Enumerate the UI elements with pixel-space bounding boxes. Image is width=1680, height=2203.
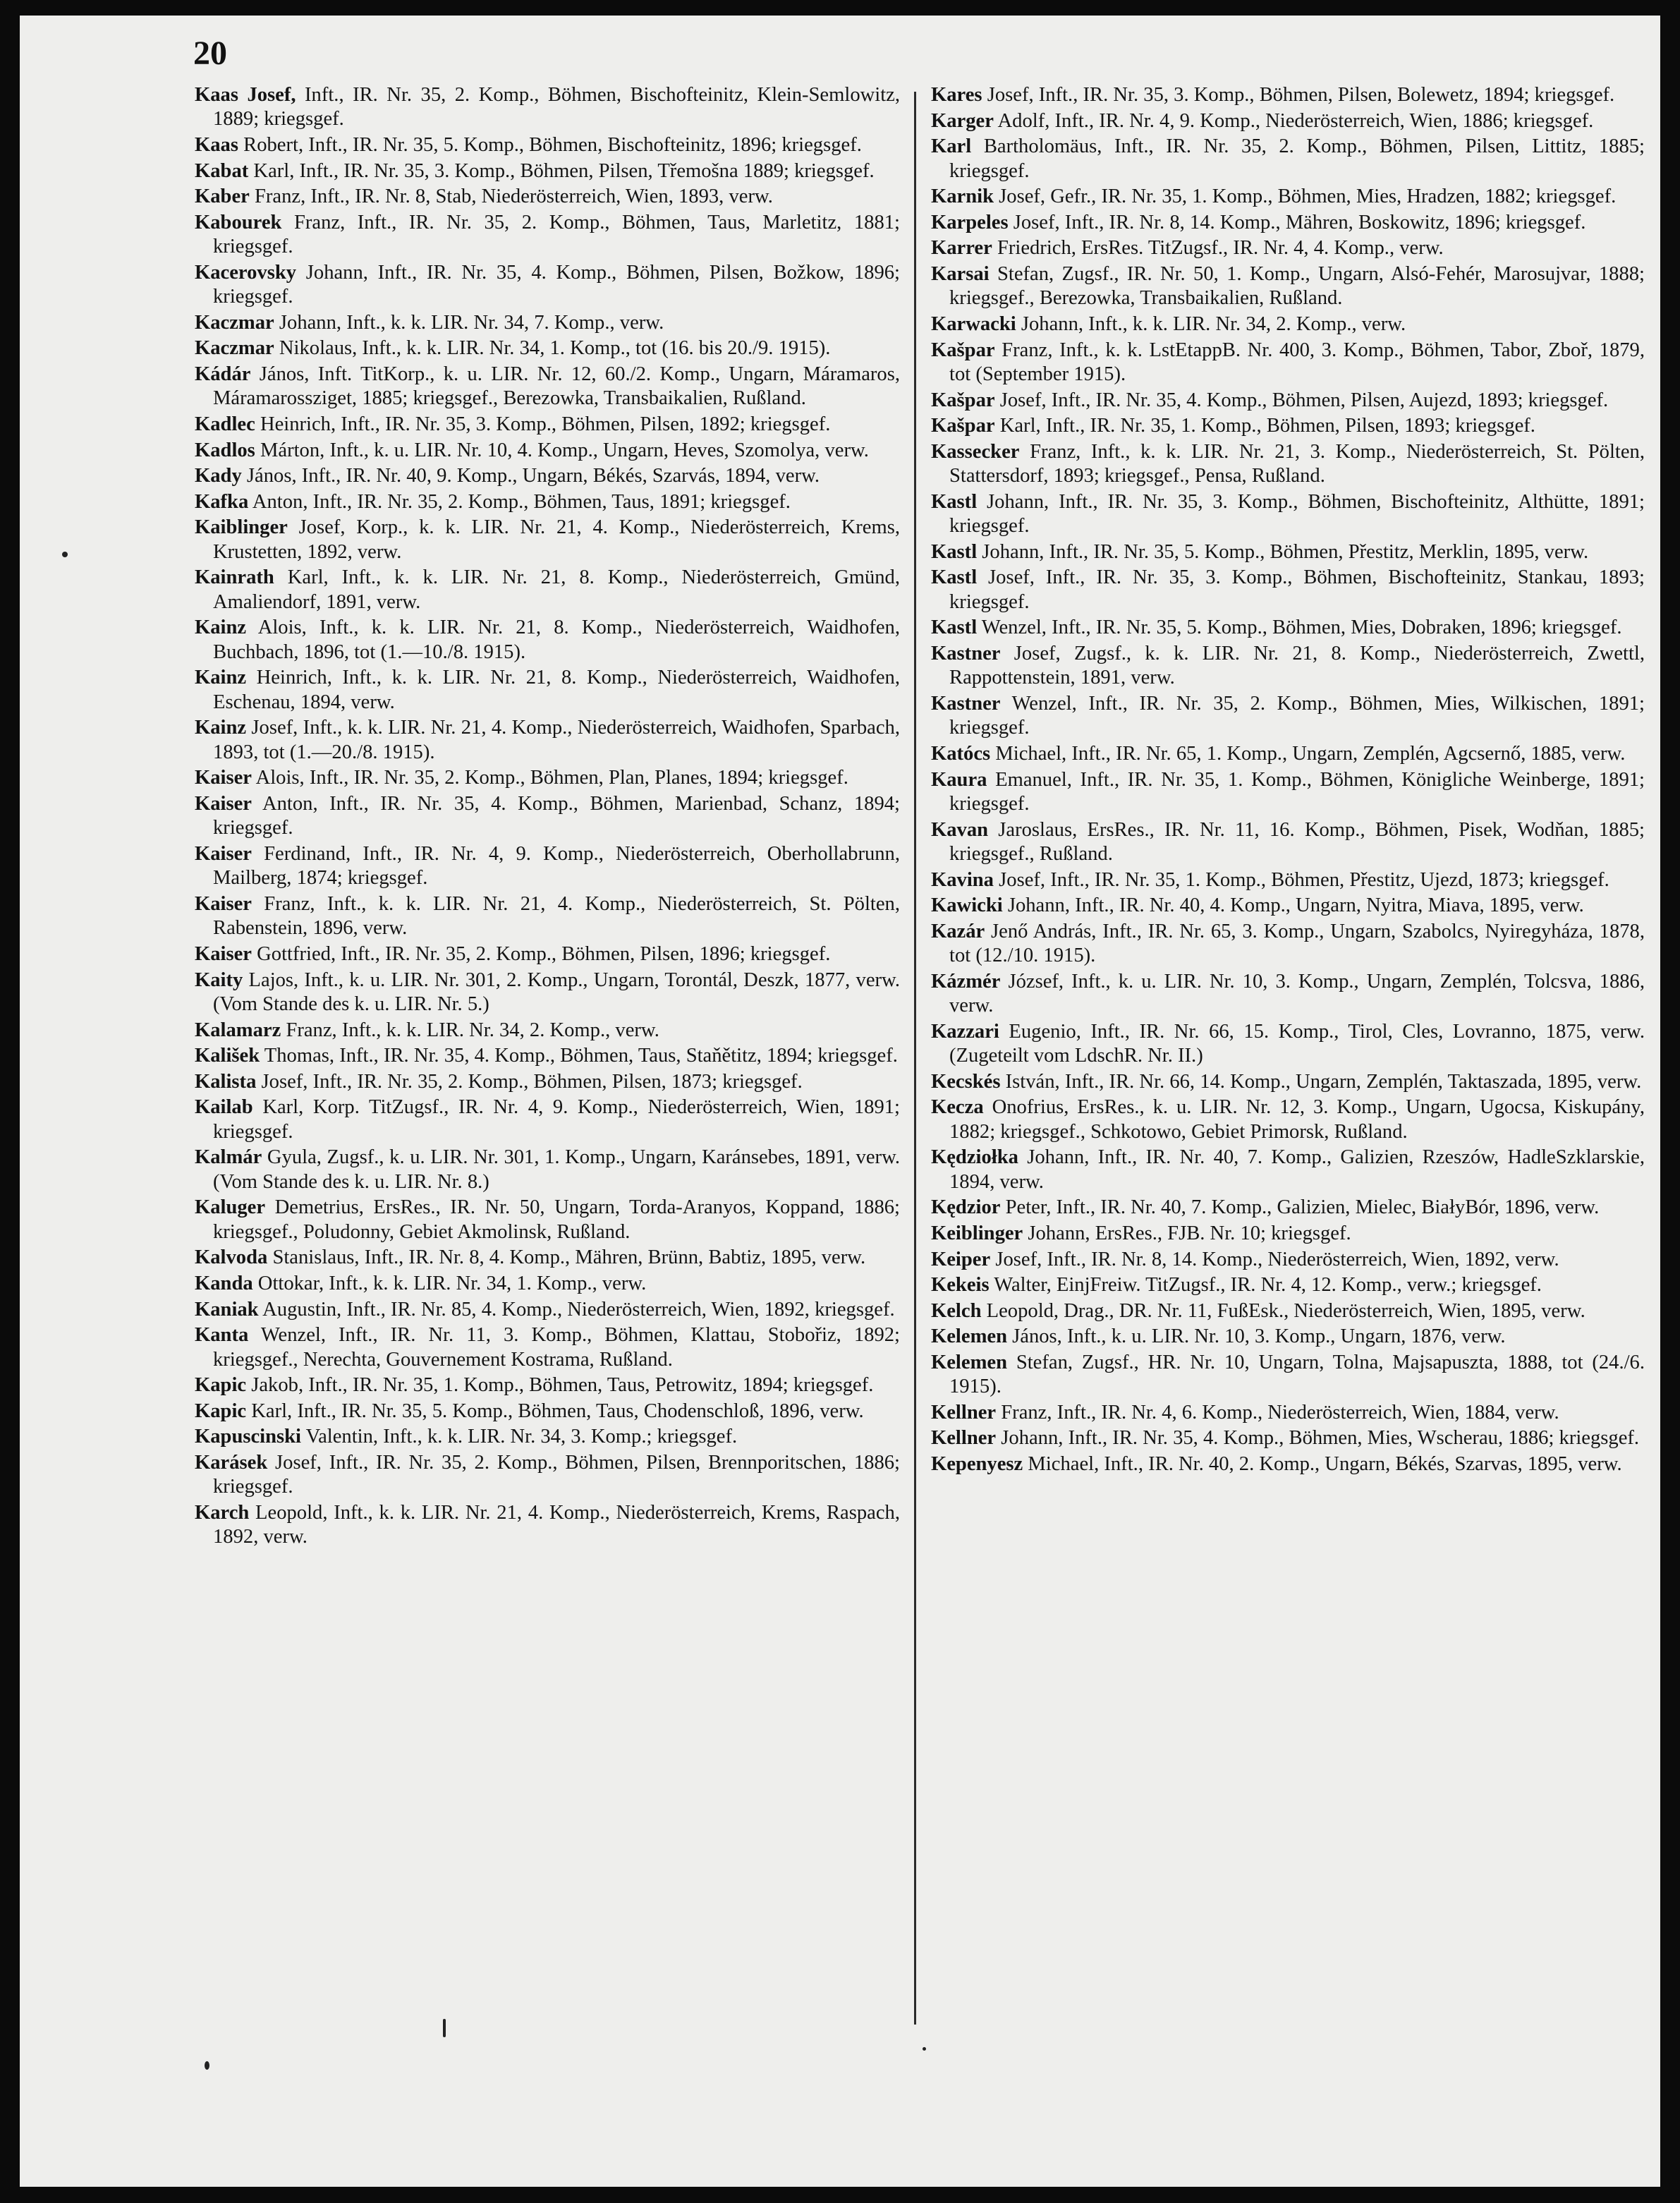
register-entry <box>931 135 1645 183</box>
entry-details: Demetrius, ErsRes., IR. Nr. 50, Ungarn, Torda-Aranyos, Koppand, 1886; kriegsgef., Poludonny, Gebiet Akmolinsk, Rußland. <box>213 1196 900 1243</box>
register-entry <box>195 1196 900 1244</box>
entry-details: Franz, Inft., IR. Nr. 8, Stab, Niederösterreich, Wien, 1893, verw. <box>254 186 773 208</box>
right-column <box>931 83 1645 1479</box>
register-entry <box>931 83 1645 107</box>
entry-details: Jenő András, Inft., IR. Nr. 65, 3. Komp., Ungarn, Szabolcs, Nyiregyháza, 1878, tot (12./10. 1915). <box>949 920 1645 967</box>
register-entry <box>195 566 900 614</box>
entry-details: Wenzel, Inft., IR. Nr. 11, 3. Komp., Böhmen, Klattau, Stobořiz, 1892; kriegsgef., Nerechta, Gouvernement Kostrama, Rußland. <box>213 1324 900 1371</box>
entry-surname: Kady <box>195 465 242 487</box>
entry-surname: Kaas Josef, <box>195 84 296 106</box>
entry-details: Jaroslaus, ErsRes., IR. Nr. 11, 16. Komp., Böhmen, Pisek, Wodňan, 1885; kriegsgef., Rußland. <box>949 818 1645 865</box>
entry-details: Leopold, Inft., k. k. LIR. Nr. 21, 4. Komp., Niederösterreich, Krems, Raspach, 1892, verw. <box>213 1501 900 1548</box>
register-entry <box>931 414 1645 438</box>
register-entry <box>931 1248 1645 1272</box>
entry-surname: Kazár <box>931 920 985 942</box>
entry-details: Josef, Inft., IR. Nr. 8, 14. Komp., Niederösterreich, Wien, 1892, verw. <box>995 1248 1559 1270</box>
entry-surname: Kavina <box>931 868 994 891</box>
register-entry <box>931 211 1645 235</box>
entry-details: Franz, Inft., k. k. LIR. Nr. 21, 3. Komp., Niederösterreich, St. Pölten, Stattersdorf, 1893; kriegsgef., Pensa, Rußland. <box>949 440 1645 487</box>
register-entry <box>931 1020 1645 1069</box>
entry-surname: Kawicki <box>931 894 1003 917</box>
entry-surname: Karásek <box>195 1451 268 1474</box>
document-page <box>20 16 1660 2187</box>
entry-surname: Kędziołka <box>931 1146 1018 1169</box>
entry-details: Josef, Zugsf., k. k. LIR. Nr. 21, 8. Komp., Niederösterreich, Zwettl, Rappottenstein, 1891, verw. <box>949 642 1645 689</box>
scan-speck <box>62 552 68 557</box>
entry-surname: Kailab <box>195 1096 253 1119</box>
entry-surname: Kavan <box>931 818 989 841</box>
register-entry <box>931 1222 1645 1246</box>
entry-details: Emanuel, Inft., IR. Nr. 35, 1. Komp., Böhmen, Königliche Weinberge, 1891; kriegsgef. <box>949 768 1645 815</box>
entry-details: Valentin, Inft., k. k. LIR. Nr. 34, 3. Komp.; kriegsgef. <box>305 1426 738 1448</box>
register-entry <box>931 692 1645 741</box>
entry-surname: Kabat <box>195 159 249 182</box>
entry-details: Robert, Inft., IR. Nr. 35, 5. Komp., Böhmen, Bischofteinitz, 1896; kriegsgef. <box>243 134 862 156</box>
entry-details: Wenzel, Inft., IR. Nr. 35, 2. Komp., Böhmen, Mies, Wilkischen, 1891; kriegsgef. <box>949 692 1645 739</box>
register-entry <box>931 1351 1645 1400</box>
register-entry <box>195 792 900 841</box>
entry-details: Josef, Korp., k. k. LIR. Nr. 21, 4. Komp., Niederösterreich, Krems, Krustetten, 1892, verw. <box>213 516 900 563</box>
entry-details: Inft., IR. Nr. 35, 2. Komp., Böhmen, Bischofteinitz, Klein-Semlowitz, 1889; kriegsgef. <box>213 84 900 131</box>
entry-surname: Kaczmar <box>195 311 274 334</box>
register-entry <box>931 1299 1645 1323</box>
entry-details: Stefan, Zugsf., HR. Nr. 10, Ungarn, Tolna, Majsapuszta, 1888, tot (24./6. 1915). <box>949 1351 1645 1398</box>
register-entry <box>195 261 900 310</box>
entry-surname: Kafka <box>195 490 249 513</box>
entry-surname: Kalvoda <box>195 1246 268 1269</box>
entry-surname: Karch <box>195 1501 250 1524</box>
entry-surname: Kaber <box>195 186 250 208</box>
entry-details: Karl, Korp. TitZugsf., IR. Nr. 4, 9. Komp., Niederösterreich, Wien, 1891; kriegsgef. <box>213 1096 900 1143</box>
register-entry <box>195 464 900 488</box>
entry-details: Karl, Inft., IR. Nr. 35, 5. Komp., Böhmen, Taus, Chodenschloß, 1896, verw. <box>251 1400 864 1422</box>
register-entry <box>195 490 900 514</box>
entry-details: Johann, Inft., IR. Nr. 35, 5. Komp., Böhmen, Přestitz, Merklin, 1895, verw. <box>982 540 1589 563</box>
register-entry <box>195 1425 900 1449</box>
entry-details: Anton, Inft., IR. Nr. 35, 2. Komp., Böhmen, Taus, 1891; kriegsgef. <box>252 490 791 513</box>
entry-surname: Kanta <box>195 1324 249 1347</box>
entry-details: Josef, Inft., IR. Nr. 8, 14. Komp., Mähren, Boskowitz, 1896; kriegsgef. <box>1013 211 1586 233</box>
entry-details: Franz, Inft., k. k. LIR. Nr. 34, 2. Komp., verw. <box>286 1019 659 1041</box>
entry-surname: Kaura <box>931 768 987 791</box>
entry-surname: Kastl <box>931 566 978 589</box>
entry-surname: Kaluger <box>195 1196 266 1219</box>
register-entry <box>931 920 1645 969</box>
entry-surname: Karnik <box>931 186 994 208</box>
entry-details: Lajos, Inft., k. u. LIR. Nr. 301, 2. Komp., Ungarn, Torontál, Deszk, 1877, verw. (Vom Stande des k. u. LIR. Nr. 5.) <box>213 969 900 1015</box>
entry-details: Karl, Inft., IR. Nr. 35, 1. Komp., Böhmen, Pilsen, 1893; kriegsgef. <box>999 415 1535 437</box>
register-entry <box>195 413 900 437</box>
entry-surname: Kadlos <box>195 439 255 461</box>
entry-details: Heinrich, Inft., k. k. LIR. Nr. 21, 8. Komp., Niederösterreich, Waidhofen, Eschenau, 1894, verw. <box>213 667 900 713</box>
entry-surname: Karsai <box>931 262 990 285</box>
entry-details: Franz, Inft., IR. Nr. 4, 6. Komp., Niederösterreich, Wien, 1884, verw. <box>1001 1401 1559 1424</box>
entry-details: Stanislaus, Inft., IR. Nr. 8, 4. Komp., Mähren, Brünn, Babtiz, 1895, verw. <box>272 1246 866 1269</box>
entry-surname: Keiblinger <box>931 1222 1023 1244</box>
entry-surname: Kainz <box>195 717 247 739</box>
entry-details: Johann, Inft., IR. Nr. 40, 4. Komp., Ungarn, Nyitra, Miava, 1895, verw. <box>1007 894 1584 917</box>
register-entry <box>931 236 1645 260</box>
entry-details: Augustin, Inft., IR. Nr. 85, 4. Komp., Niederösterreich, Wien, 1892, kriegsgef. <box>262 1298 895 1321</box>
register-entry <box>931 185 1645 209</box>
register-entry <box>195 1373 900 1397</box>
entry-details: Leopold, Drag., DR. Nr. 11, FußEsk., Niederösterreich, Wien, 1895, verw. <box>986 1299 1585 1322</box>
entry-details: Thomas, Inft., IR. Nr. 35, 4. Komp., Böhmen, Taus, Staňětitz, 1894; kriegsgef. <box>264 1045 898 1067</box>
register-entry <box>931 1273 1645 1297</box>
entry-surname: Kares <box>931 84 982 106</box>
entry-details: Franz, Inft., k. k. LstEtappB. Nr. 400, 3. Komp., Böhmen, Tabor, Zboř, 1879, tot (September 1915). <box>949 339 1645 385</box>
entry-surname: Kecza <box>931 1096 984 1119</box>
register-entry <box>195 211 900 260</box>
entry-surname: Kapic <box>195 1400 247 1422</box>
entry-details: Gottfried, Inft., IR. Nr. 35, 2. Komp., Böhmen, Pilsen, 1896; kriegsgef. <box>257 942 831 965</box>
entry-details: Ferdinand, Inft., IR. Nr. 4, 9. Komp., Niederösterreich, Oberhollabrunn, Mailberg, 1874; kriegsgef. <box>213 842 901 890</box>
entry-surname: Kalamarz <box>195 1019 281 1041</box>
entry-surname: Kelemen <box>931 1351 1007 1373</box>
entry-surname: Kapuscinski <box>195 1426 301 1448</box>
entry-surname: Kalmár <box>195 1146 262 1169</box>
register-entry <box>195 133 900 157</box>
entry-details: István, Inft., IR. Nr. 66, 14. Komp., Ungarn, Zemplén, Taktaszada, 1895, verw. <box>1005 1070 1642 1093</box>
register-entry <box>931 540 1645 564</box>
entry-details: Johann, Inft., k. k. LIR. Nr. 34, 2. Komp., verw. <box>1021 312 1406 335</box>
register-entry <box>195 83 900 132</box>
register-entry <box>195 1501 900 1550</box>
register-entry <box>195 336 900 360</box>
entry-surname: Karpeles <box>931 211 1009 233</box>
entry-surname: Kaas <box>195 134 238 156</box>
entry-details: Bartholomäus, Inft., IR. Nr. 35, 2. Komp., Böhmen, Pilsen, Littitz, 1885; kriegsgef. <box>949 135 1645 182</box>
page-number: 20 <box>193 35 227 72</box>
entry-details: Michael, Inft., IR. Nr. 40, 2. Komp., Ungarn, Békés, Szarvas, 1895, verw. <box>1028 1453 1622 1476</box>
entry-details: Michael, Inft., IR. Nr. 65, 1. Komp., Ungarn, Zemplén, Agcsernő, 1885, verw. <box>995 742 1626 765</box>
column-divider <box>914 92 916 2025</box>
entry-details: Josef, Inft., IR. Nr. 35, 4. Komp., Böhmen, Pilsen, Aujezd, 1893; kriegsgef. <box>999 389 1609 411</box>
entry-surname: Kašpar <box>931 389 995 411</box>
entry-details: Josef, Inft., k. k. LIR. Nr. 21, 4. Komp., Niederösterreich, Waidhofen, Sparbach, 1893, tot (1.—20./8. 1915). <box>213 717 900 763</box>
register-entry <box>931 339 1645 387</box>
entry-surname: Kellner <box>931 1401 997 1424</box>
entry-details: Josef, Gefr., IR. Nr. 35, 1. Komp., Böhmen, Mies, Hradzen, 1882; kriegsgef. <box>999 186 1617 208</box>
register-entry <box>195 363 900 411</box>
register-entry <box>931 262 1645 311</box>
entry-details: Heinrich, Inft., IR. Nr. 35, 3. Komp., Böhmen, Pilsen, 1892; kriegsgef. <box>260 413 831 435</box>
register-entry <box>195 666 900 715</box>
entry-surname: Kališek <box>195 1045 260 1067</box>
entry-details: Johann, Inft., IR. Nr. 35, 4. Komp., Böhmen, Mies, Wscherau, 1886; kriegsgef. <box>1001 1427 1640 1450</box>
entry-details: Karl, Inft., IR. Nr. 35, 3. Komp., Böhmen, Pilsen, Třemošna 1889; kriegsgef. <box>253 159 875 182</box>
entry-surname: Keiper <box>931 1248 991 1270</box>
entry-surname: Kaiser <box>195 842 252 865</box>
entry-surname: Kastl <box>931 490 978 513</box>
register-entry <box>931 818 1645 867</box>
register-entry <box>195 1044 900 1068</box>
entry-details: József, Inft., k. u. LIR. Nr. 10, 3. Komp., Ungarn, Zemplén, Tolcsva, 1886, verw. <box>949 970 1645 1017</box>
register-entry <box>195 185 900 209</box>
scan-speck <box>205 2061 209 2070</box>
entry-surname: Kadlec <box>195 413 255 435</box>
entry-details: Friedrich, ErsRes. TitZugsf., IR. Nr. 4, 4. Komp., verw. <box>997 237 1444 260</box>
register-entry <box>195 1246 900 1270</box>
register-entry <box>931 868 1645 892</box>
register-entry <box>195 516 900 564</box>
entry-details: János, Inft., IR. Nr. 40, 9. Komp., Ungarn, Békés, Szarvás, 1894, verw. <box>246 465 820 487</box>
entry-surname: Kazzari <box>931 1020 999 1043</box>
register-entry <box>931 490 1645 539</box>
entry-details: Onofrius, ErsRes., k. u. LIR. Nr. 12, 3. Komp., Ungarn, Ugocsa, Kiskupány, 1882; kriegsgef., Schkotowo, Gebiet Primorsk, Rußland. <box>949 1096 1645 1143</box>
entry-details: Karl, Inft., k. k. LIR. Nr. 21, 8. Komp., Niederösterreich, Gmünd, Amaliendorf, 1891, verw. <box>213 566 900 613</box>
entry-surname: Kecskés <box>931 1070 1001 1093</box>
entry-details: Johann, ErsRes., FJB. Nr. 10; kriegsgef. <box>1028 1222 1351 1244</box>
entry-details: Josef, Inft., IR. Nr. 35, 3. Komp., Böhmen, Bischofteinitz, Stankau, 1893; kriegsgef. <box>949 566 1645 613</box>
entry-details: Stefan, Zugsf., IR. Nr. 50, 1. Komp., Ungarn, Alsó-Fehér, Marosujvar, 1888; kriegsgef., Berezowka, Transbaikalien, Rußland. <box>949 262 1645 310</box>
register-entry <box>931 1401 1645 1425</box>
entry-details: Josef, Inft., IR. Nr. 35, 2. Komp., Böhmen, Pilsen, 1873; kriegsgef. <box>261 1070 803 1093</box>
register-entry <box>195 969 900 1017</box>
entry-surname: Kaiser <box>195 792 252 815</box>
register-entry <box>195 766 900 790</box>
register-entry <box>931 642 1645 691</box>
register-entry <box>195 716 900 765</box>
entry-surname: Karl <box>931 135 972 158</box>
entry-details: Alois, Inft., IR. Nr. 35, 2. Komp., Böhmen, Plan, Planes, 1894; kriegsgef. <box>255 767 848 789</box>
register-entry <box>195 942 900 966</box>
entry-surname: Kędzior <box>931 1196 1001 1219</box>
register-entry <box>931 312 1645 336</box>
entry-details: Alois, Inft., k. k. LIR. Nr. 21, 8. Komp., Niederösterreich, Waidhofen, Buchbach, 1896, tot (1.—10./8. 1915). <box>213 617 900 663</box>
register-entry <box>931 894 1645 918</box>
entry-surname: Karger <box>931 109 994 132</box>
entry-surname: Kaiblinger <box>195 516 288 539</box>
register-entry <box>931 440 1645 489</box>
register-entry <box>931 1426 1645 1450</box>
entry-surname: Kainz <box>195 617 247 639</box>
entry-details: Peter, Inft., IR. Nr. 40, 7. Komp., Galizien, Mielec, BiałyBór, 1896, verw. <box>1005 1196 1600 1219</box>
left-column <box>195 83 900 1551</box>
register-entry <box>931 566 1645 614</box>
register-entry <box>195 1298 900 1322</box>
register-entry <box>195 1146 900 1194</box>
scan-speck <box>923 2047 926 2051</box>
entry-details: Franz, Inft., k. k. LIR. Nr. 21, 4. Komp., Niederösterreich, St. Pölten, Rabenstein, 1896, verw. <box>213 892 900 940</box>
entry-surname: Kašpar <box>931 415 995 437</box>
scan-speck <box>443 2019 446 2037</box>
entry-surname: Kelemen <box>931 1325 1007 1348</box>
entry-surname: Kainrath <box>195 566 274 589</box>
register-entry <box>931 1096 1645 1144</box>
register-entry <box>195 1070 900 1094</box>
register-entry <box>931 1325 1645 1349</box>
entry-details: Gyula, Zugsf., k. u. LIR. Nr. 301, 1. Komp., Ungarn, Karánsebes, 1891, verw. (Vom Stande des k. u. LIR. Nr. 8.) <box>213 1146 901 1193</box>
entry-surname: Kaiser <box>195 767 252 789</box>
entry-details: János, Inft., k. u. LIR. Nr. 10, 3. Komp., Ungarn, 1876, verw. <box>1012 1325 1506 1348</box>
register-entry <box>195 1272 900 1296</box>
register-entry <box>931 1452 1645 1476</box>
entry-details: János, Inft. TitKorp., k. u. LIR. Nr. 12, 60./2. Komp., Ungarn, Máramaros, Máramarossziget, 1885; kriegsgef., Berezowka, Transbaikalien, Rußland. <box>213 363 901 410</box>
register-entry <box>195 439 900 463</box>
entry-surname: Karwacki <box>931 312 1016 335</box>
entry-surname: Kázmér <box>931 970 1001 993</box>
entry-details: Franz, Inft., IR. Nr. 35, 2. Komp., Böhmen, Taus, Marletitz, 1881; kriegsgef. <box>213 211 900 258</box>
register-entry <box>195 842 900 891</box>
entry-surname: Kastl <box>931 617 978 639</box>
entry-surname: Kekeis <box>931 1274 990 1297</box>
register-entry <box>195 159 900 183</box>
register-entry <box>931 742 1645 766</box>
entry-surname: Kabourek <box>195 211 282 233</box>
entry-details: Johann, Inft., IR. Nr. 35, 4. Komp., Böhmen, Pilsen, Božkow, 1896; kriegsgef. <box>213 261 901 308</box>
entry-surname: Kainz <box>195 667 247 689</box>
register-entry <box>195 1096 900 1144</box>
entry-details: Josef, Inft., IR. Nr. 35, 3. Komp., Böhmen, Pilsen, Bolewetz, 1894; kriegsgef. <box>987 84 1615 106</box>
register-entry <box>931 616 1645 640</box>
entry-details: Josef, Inft., IR. Nr. 35, 2. Komp., Böhmen, Pilsen, Brennporitschen, 1886; kriegsgef. <box>213 1451 900 1498</box>
entry-surname: Kepenyesz <box>931 1453 1023 1476</box>
register-entry <box>931 1070 1645 1094</box>
register-entry <box>195 892 900 941</box>
entry-surname: Kašpar <box>931 339 995 361</box>
register-entry <box>931 1196 1645 1220</box>
entry-surname: Kastner <box>931 642 1001 664</box>
entry-surname: Kalista <box>195 1070 257 1093</box>
register-entry <box>931 768 1645 817</box>
entry-surname: Kaniak <box>195 1298 259 1321</box>
register-entry <box>195 311 900 335</box>
register-entry <box>195 1019 900 1043</box>
register-entry <box>195 1323 900 1372</box>
entry-surname: Kapic <box>195 1374 247 1397</box>
entry-surname: Kádár <box>195 363 251 385</box>
entry-details: Josef, Inft., IR. Nr. 35, 1. Komp., Böhmen, Přestitz, Ujezd, 1873; kriegsgef. <box>999 868 1609 891</box>
entry-details: Walter, EinjFreiw. TitZugsf., IR. Nr. 4, 12. Komp., verw.; kriegsgef. <box>994 1274 1542 1297</box>
register-entry <box>195 1400 900 1424</box>
entry-details: Anton, Inft., IR. Nr. 35, 4. Komp., Böhmen, Marienbad, Schanz, 1894; kriegsgef. <box>213 792 900 839</box>
entry-surname: Kastl <box>931 540 978 563</box>
entry-details: Márton, Inft., k. u. LIR. Nr. 10, 4. Komp., Ungarn, Heves, Szomolya, verw. <box>260 439 869 461</box>
register-entry <box>931 1146 1645 1194</box>
register-entry <box>931 389 1645 413</box>
entry-surname: Kaity <box>195 969 243 991</box>
entry-surname: Karrer <box>931 237 992 260</box>
entry-surname: Katócs <box>931 742 991 765</box>
register-entry <box>195 616 900 664</box>
entry-surname: Kaiser <box>195 942 252 965</box>
entry-details: Nikolaus, Inft., k. k. LIR. Nr. 34, 1. Komp., tot (16. bis 20./9. 1915). <box>279 337 831 360</box>
entry-details: Wenzel, Inft., IR. Nr. 35, 5. Komp., Böhmen, Mies, Dobraken, 1896; kriegsgef. <box>981 617 1622 639</box>
entry-surname: Kassecker <box>931 440 1020 463</box>
entry-surname: Kastner <box>931 692 1001 715</box>
register-entry <box>195 1451 900 1500</box>
entry-details: Johann, Inft., k. k. LIR. Nr. 34, 7. Komp., verw. <box>279 311 664 334</box>
entry-surname: Kaiser <box>195 892 252 915</box>
entry-surname: Kanda <box>195 1272 253 1294</box>
register-entry <box>931 109 1645 133</box>
entry-details: Johann, Inft., IR. Nr. 35, 3. Komp., Böhmen, Bischofteinitz, Althütte, 1891; kriegsgef. <box>949 490 1645 538</box>
entry-surname: Kacerovsky <box>195 261 297 284</box>
entry-surname: Kellner <box>931 1427 997 1450</box>
entry-surname: Kaczmar <box>195 337 274 360</box>
entry-details: Jakob, Inft., IR. Nr. 35, 1. Komp., Böhmen, Taus, Petrowitz, 1894; kriegsgef. <box>251 1374 874 1397</box>
entry-details: Johann, Inft., IR. Nr. 40, 7. Komp., Galizien, Rzeszów, HadleSzklarskie, 1894, verw. <box>949 1146 1645 1193</box>
entry-details: Ottokar, Inft., k. k. LIR. Nr. 34, 1. Komp., verw. <box>257 1272 647 1294</box>
entry-details: Eugenio, Inft., IR. Nr. 66, 15. Komp., Tirol, Cles, Lovranno, 1875, verw. (Zugeteilt vom LdschR. Nr. II.) <box>949 1020 1645 1067</box>
register-entry <box>931 970 1645 1019</box>
entry-surname: Kelch <box>931 1299 982 1322</box>
entry-details: Adolf, Inft., IR. Nr. 4, 9. Komp., Niederösterreich, Wien, 1886; kriegsgef. <box>997 109 1594 132</box>
